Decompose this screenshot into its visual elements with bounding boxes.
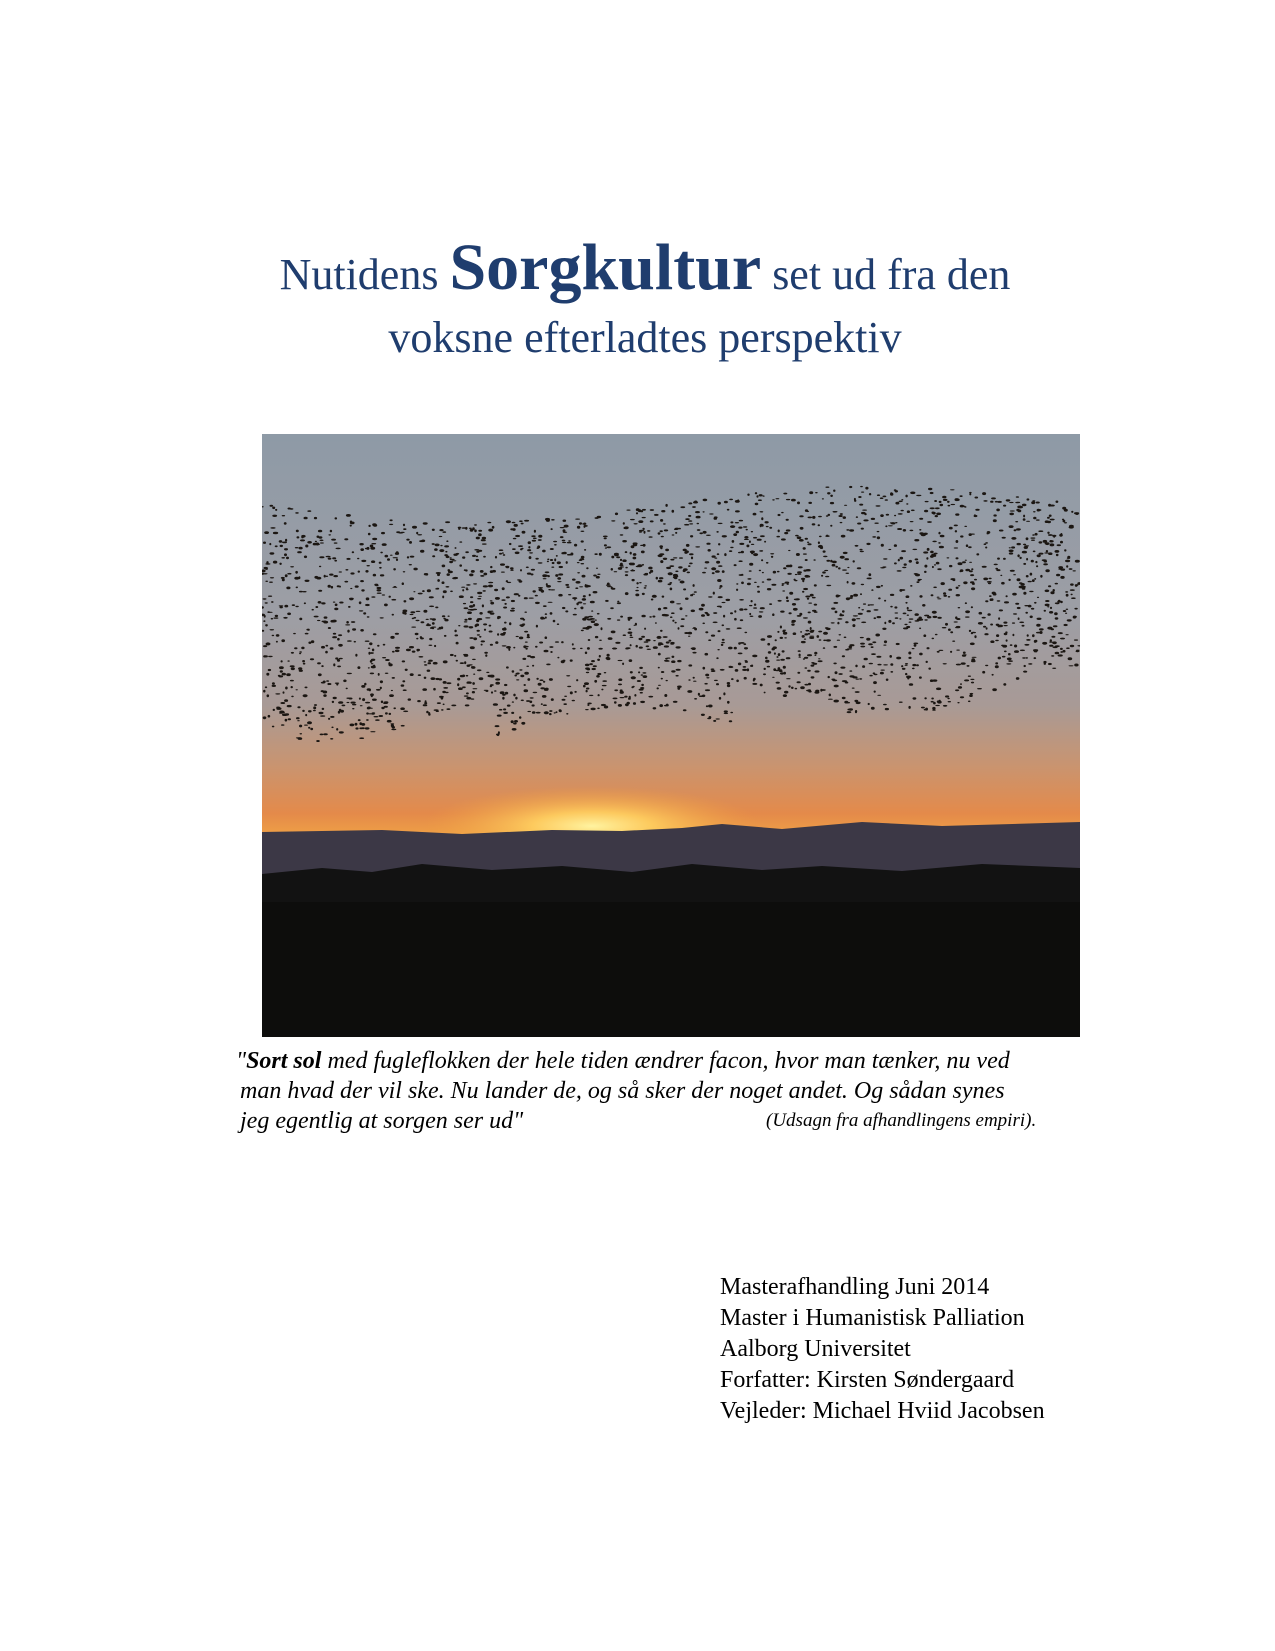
quote-source: (Udsagn fra afhandlingens empiri). bbox=[766, 1110, 1037, 1131]
document-title bbox=[0, 228, 1275, 368]
cover-photo-starling-murmuration-sunset bbox=[262, 434, 1080, 1037]
thesis-metadata bbox=[720, 1272, 1045, 1427]
quote-bold-phrase: Sort sol bbox=[246, 1048, 322, 1074]
thesis-university: Aalborg Universitet bbox=[720, 1336, 911, 1362]
thesis-supervisor: Vejleder: Michael Hviid Jacobsen bbox=[720, 1398, 1045, 1424]
title-line-2: voksne efterladtes perspektiv bbox=[388, 313, 902, 362]
title-suffix: set ud fra den bbox=[772, 250, 1011, 299]
quote-line-3-text: jeg egentlig at sorgen ser ud" bbox=[240, 1108, 524, 1134]
quote-line-1-rest: med fugleflokken der hele tiden ændrer facon, hvor man tænker, nu ved bbox=[321, 1048, 1010, 1074]
cover-quote bbox=[236, 1046, 1106, 1136]
title-emphasis: Sorgkultur bbox=[449, 231, 762, 304]
quote-open-mark: " bbox=[236, 1048, 247, 1074]
quote-line-3 bbox=[236, 1106, 1106, 1136]
thesis-type-date: Masterafhandling Juni 2014 bbox=[720, 1274, 990, 1300]
quote-line-1 bbox=[236, 1046, 1106, 1076]
thesis-program: Master i Humanistisk Palliation bbox=[720, 1305, 1025, 1331]
thesis-author: Forfatter: Kirsten Søndergaard bbox=[720, 1367, 1015, 1393]
quote-line-2: man hvad der vil ske. Nu lander de, og så sker der noget andet. Og sådan synes bbox=[240, 1078, 1005, 1104]
title-prefix: Nutidens bbox=[279, 250, 439, 299]
title-line-1 bbox=[0, 228, 1275, 308]
